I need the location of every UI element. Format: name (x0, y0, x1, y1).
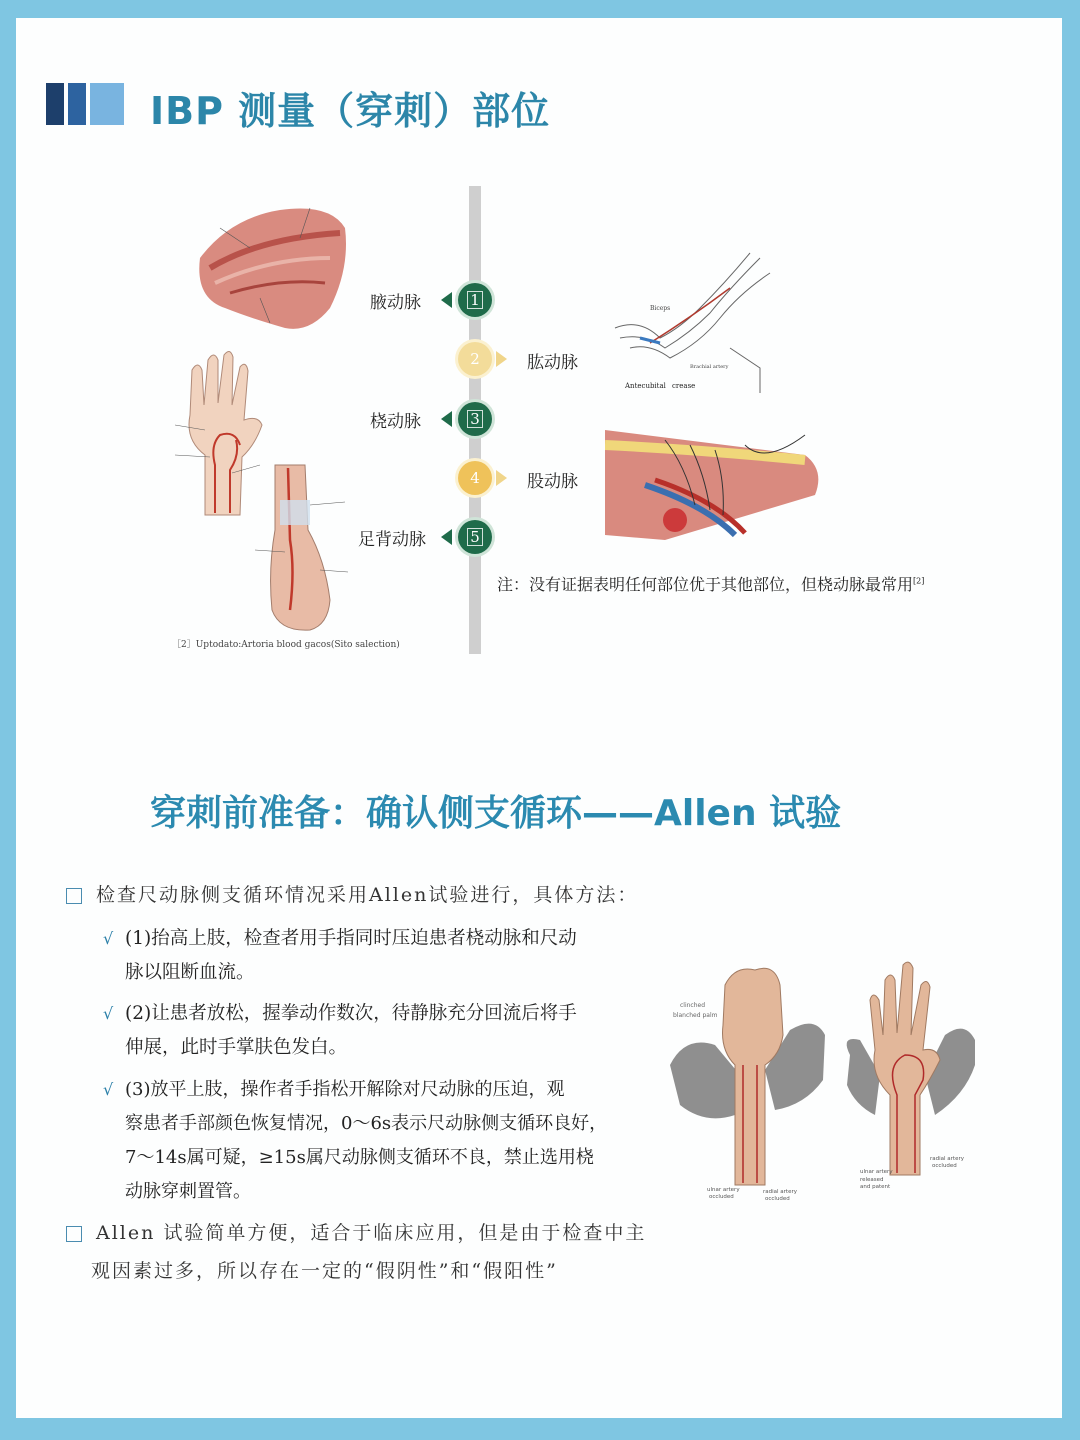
crease-label: crease (672, 382, 696, 390)
site-node-5: 5 (458, 520, 492, 554)
radial-artery-label-2: radial artery (930, 1156, 964, 1162)
checkbox-square-icon (66, 1226, 82, 1242)
ulnar-artery-label-2: ulnar artery (860, 1169, 893, 1175)
ulnar-occluded-label: occluded (709, 1194, 734, 1200)
pointer-left-icon (441, 292, 452, 308)
bullet-item-1: 检查尺动脉侧支循环情况采用Allen试验进行，具体方法： (66, 880, 638, 907)
dorsalis-pedis-foot-illustration (250, 460, 355, 635)
site-node-4: 4 (458, 461, 492, 495)
check-icon: √ (103, 1080, 114, 1099)
site-node-3: 3 (458, 402, 492, 436)
released-label: released (860, 1177, 884, 1183)
site-label-radial: 桡动脉 (370, 412, 421, 432)
ulnar-artery-label: ulnar artery (707, 1187, 740, 1193)
brachial-artery-label: Brachial artery (690, 364, 729, 370)
bullet-item-2: Allen 试验简单方便，适合于临床应用，但是由于检查中主 (66, 1218, 646, 1245)
biceps-label: Biceps (650, 305, 671, 312)
reference-citation: ［2］Uptodato:Artoria blood gacos(Sito salection) (172, 640, 400, 650)
allen-test-illustration (665, 955, 985, 1205)
site-label-femoral: 股动脉 (527, 472, 578, 492)
title-decoration-bars (46, 83, 124, 125)
bullet-item-2-continued: 观因素过多，所以存在一定的“假阴性”和“假阳性” (91, 1260, 558, 1282)
radial-artery-label: radial artery (763, 1189, 797, 1195)
pointer-right-icon (496, 351, 507, 367)
brachial-artery-sketch (610, 248, 775, 398)
radial-occluded-label-2: occluded (932, 1163, 957, 1169)
pointer-left-icon (441, 411, 452, 427)
and-patent-label: and patent (860, 1184, 891, 1190)
femoral-artery-illustration (605, 425, 835, 545)
pointer-left-icon (441, 529, 452, 545)
axillary-artery-illustration (190, 198, 355, 338)
site-node-2: 2 (458, 342, 492, 376)
blanched-palm-label: blanched palm (673, 1012, 718, 1019)
check-icon: √ (103, 1004, 114, 1023)
check-icon: √ (103, 929, 114, 948)
pointer-right-icon (496, 470, 507, 486)
antecubital-label: Antecubital (625, 382, 666, 390)
radial-occluded-label: occluded (765, 1196, 790, 1202)
site-node-1: 1 (458, 283, 492, 317)
page-title: IBP 测量（穿刺）部位 (150, 89, 551, 133)
site-label-brachial: 肱动脉 (527, 353, 578, 373)
site-label-axillary: 腋动脉 (370, 293, 421, 313)
section-title: 穿刺前准备：确认侧支循环——Allen 试验 (150, 793, 842, 834)
step-2: √ (2)让患者放松，握拳动作数次，待静脉充分回流后将手 伸展，此时手掌肤色发白。 (103, 997, 633, 1065)
step-3: √ (3)放平上肢，操作者手指松开解除对尺动脉的压迫，观 察患者手部颜色恢复情况，0～6s表示尺动脉侧支循环良好， 7～14s属可疑，≥15s属尺动脉侧支循环不良，禁止选用桡 动脉穿刺置管。 (103, 1073, 643, 1209)
site-label-dorsalis-pedis: 足背动脉 (358, 530, 426, 550)
clinched-label: clinched (680, 1002, 706, 1009)
note-text: 注：没有证据表明任何部位优于其他部位，但桡动脉最常用[2] (497, 575, 925, 594)
step-1: √ (1)抬高上肢，检查者用手指同时压迫患者桡动脉和尺动 脉以阻断血流。 (103, 922, 633, 990)
checkbox-square-icon (66, 888, 82, 904)
